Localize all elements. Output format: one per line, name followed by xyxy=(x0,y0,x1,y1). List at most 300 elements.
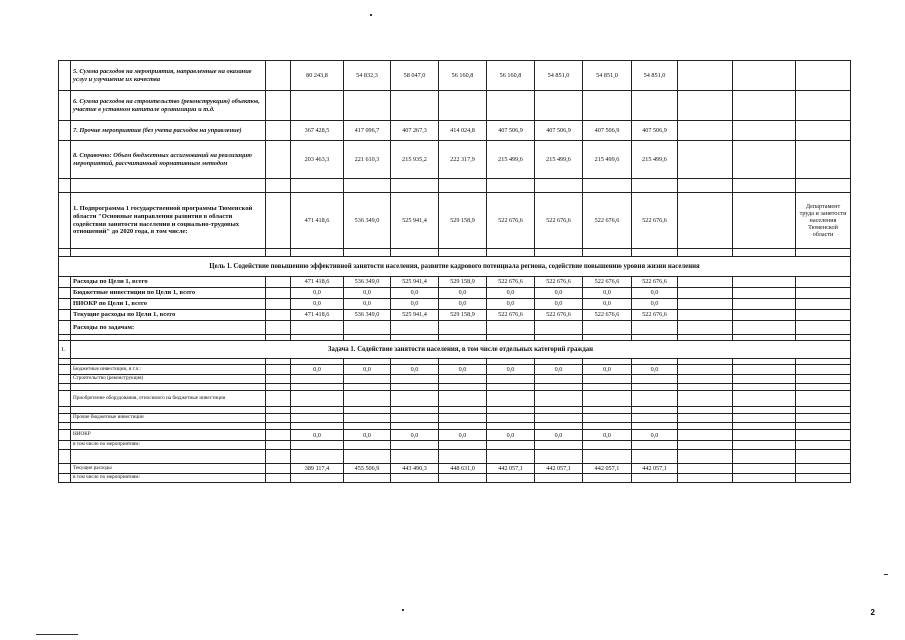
empty-cell xyxy=(583,249,632,257)
value-cell: 58 047,0 xyxy=(391,61,439,91)
value-cell xyxy=(487,391,535,407)
empty-cell xyxy=(266,391,291,407)
table-row xyxy=(59,321,851,335)
empty-cell xyxy=(678,61,733,91)
value-cell: 529 158,9 xyxy=(439,310,487,321)
empty-cell xyxy=(535,179,583,193)
value-cell: 442 057,1 xyxy=(487,464,535,474)
value-cell: 455 506,9 xyxy=(344,464,391,474)
empty-cell xyxy=(796,299,851,310)
value-cell xyxy=(291,375,344,384)
row-label: в том числе по мероприятиям: xyxy=(71,441,266,450)
empty-cell xyxy=(266,414,291,423)
table-body xyxy=(59,61,851,483)
value-cell: 0,0 xyxy=(439,299,487,310)
value-cell xyxy=(291,321,344,335)
empty-cell xyxy=(733,141,796,179)
empty-cell xyxy=(678,288,733,299)
value-cell: 389 117,4 xyxy=(291,464,344,474)
value-cell: 522 676,6 xyxy=(487,310,535,321)
empty-cell xyxy=(796,391,851,407)
empty-cell xyxy=(487,249,535,257)
empty-cell xyxy=(733,299,796,310)
empty-cell xyxy=(439,249,487,257)
empty-cell xyxy=(439,407,487,414)
value-cell xyxy=(583,391,632,407)
value-cell: 215 499,6 xyxy=(487,141,535,179)
empty-cell xyxy=(391,384,439,391)
value-cell: 522 676,6 xyxy=(583,310,632,321)
empty-cell xyxy=(796,61,851,91)
table-row xyxy=(59,121,851,141)
empty-cell xyxy=(796,121,851,141)
value-cell xyxy=(391,474,439,483)
empty-cell xyxy=(344,407,391,414)
empty-cell xyxy=(733,423,796,430)
value-cell: 525 941,4 xyxy=(391,193,439,249)
value-cell: 0,0 xyxy=(439,288,487,299)
empty-cell xyxy=(344,423,391,430)
row-label: Бюджетные инвестиции, в т.ч.: xyxy=(71,365,266,375)
empty-cell xyxy=(535,450,583,464)
table-row xyxy=(59,375,851,384)
empty-cell xyxy=(678,407,733,414)
value-cell xyxy=(344,375,391,384)
table-row xyxy=(59,365,851,375)
value-cell: 443 490,3 xyxy=(391,464,439,474)
value-cell: 0,0 xyxy=(583,299,632,310)
row-label: НИОКР по Цели 1, всего xyxy=(71,299,266,310)
table-row xyxy=(59,277,851,288)
value-cell xyxy=(439,91,487,121)
value-cell: 407 267,3 xyxy=(391,121,439,141)
scan-line xyxy=(36,634,78,635)
value-cell: 203 463,3 xyxy=(291,141,344,179)
empty-cell xyxy=(535,249,583,257)
row-label: НИОКР xyxy=(71,430,266,441)
table-row xyxy=(59,288,851,299)
row-number-cell xyxy=(59,474,71,483)
empty-cell xyxy=(266,179,291,193)
value-cell xyxy=(487,414,535,423)
empty-cell xyxy=(266,450,291,464)
row-number-cell xyxy=(59,193,71,249)
value-cell: 525 941,4 xyxy=(391,277,439,288)
value-cell xyxy=(535,414,583,423)
row-number-cell xyxy=(59,414,71,423)
value-cell xyxy=(487,91,535,121)
scan-speck xyxy=(884,574,888,575)
value-cell xyxy=(344,391,391,407)
section-title: Цель 1. Содействие повышению эффективной занятости населения, развитие кадрового потенциала региона, содействие повышению уровня жизни населения xyxy=(59,257,851,277)
value-cell: 522 676,6 xyxy=(583,277,632,288)
value-cell xyxy=(535,391,583,407)
row-number-cell xyxy=(59,321,71,335)
value-cell xyxy=(391,391,439,407)
value-cell xyxy=(632,321,678,335)
row-number-cell xyxy=(59,375,71,384)
value-cell: 0,0 xyxy=(391,365,439,375)
empty-cell xyxy=(796,321,851,335)
empty-cell xyxy=(391,407,439,414)
value-cell xyxy=(291,414,344,423)
empty-cell xyxy=(291,179,344,193)
value-cell xyxy=(344,414,391,423)
table-row xyxy=(59,414,851,423)
value-cell: 0,0 xyxy=(487,430,535,441)
section-title: Задача 1. Содействие занятости населения, в том числе отдельных категорий граждан xyxy=(71,341,851,359)
value-cell: 407 506,9 xyxy=(632,121,678,141)
value-cell: 522 676,6 xyxy=(535,277,583,288)
empty-cell xyxy=(796,474,851,483)
empty-cell xyxy=(632,423,678,430)
value-cell xyxy=(487,474,535,483)
value-cell xyxy=(583,474,632,483)
value-cell: 0,0 xyxy=(439,365,487,375)
empty-cell xyxy=(678,464,733,474)
value-cell: 0,0 xyxy=(391,288,439,299)
empty-cell xyxy=(733,365,796,375)
value-cell xyxy=(535,441,583,450)
value-cell: 0,0 xyxy=(583,365,632,375)
empty-cell xyxy=(678,321,733,335)
table-row xyxy=(59,299,851,310)
value-cell: 0,0 xyxy=(583,430,632,441)
empty-cell xyxy=(733,414,796,423)
empty-cell xyxy=(678,193,733,249)
empty-cell xyxy=(733,193,796,249)
empty-cell xyxy=(439,450,487,464)
empty-cell xyxy=(796,277,851,288)
empty-cell xyxy=(439,179,487,193)
row-number-cell xyxy=(59,430,71,441)
row-label: 6. Сумма расходов на строительство (реконструкцию) объектов, участие в уставном капитале организации и т.д. xyxy=(71,91,266,121)
empty-cell xyxy=(71,407,266,414)
empty-cell xyxy=(632,249,678,257)
row-number-cell xyxy=(59,299,71,310)
empty-cell xyxy=(796,450,851,464)
value-cell xyxy=(535,474,583,483)
empty-cell xyxy=(266,91,291,121)
empty-cell xyxy=(266,310,291,321)
empty-cell xyxy=(391,179,439,193)
value-cell: 522 676,6 xyxy=(632,277,678,288)
value-cell xyxy=(632,391,678,407)
value-cell xyxy=(391,441,439,450)
empty-cell xyxy=(439,384,487,391)
value-cell: 0,0 xyxy=(291,365,344,375)
value-cell: 529 158,9 xyxy=(439,193,487,249)
empty-cell xyxy=(632,384,678,391)
empty-cell xyxy=(535,423,583,430)
value-cell: 522 676,6 xyxy=(535,310,583,321)
value-cell: 471 418,6 xyxy=(291,310,344,321)
empty-cell xyxy=(796,407,851,414)
spacer-row xyxy=(59,384,851,391)
empty-cell xyxy=(632,407,678,414)
empty-cell xyxy=(71,423,266,430)
empty-cell xyxy=(678,121,733,141)
empty-cell xyxy=(796,414,851,423)
section-title-row xyxy=(59,257,851,277)
value-cell: 471 418,6 xyxy=(291,277,344,288)
value-cell xyxy=(583,91,632,121)
empty-cell xyxy=(291,407,344,414)
value-cell: 221 610,3 xyxy=(344,141,391,179)
empty-cell xyxy=(266,464,291,474)
empty-cell xyxy=(266,61,291,91)
row-number-cell xyxy=(59,91,71,121)
empty-cell xyxy=(266,121,291,141)
value-cell xyxy=(344,441,391,450)
empty-cell xyxy=(678,91,733,121)
value-cell: 407 506,9 xyxy=(583,121,632,141)
empty-cell xyxy=(678,141,733,179)
value-cell xyxy=(535,375,583,384)
empty-cell xyxy=(487,423,535,430)
empty-cell xyxy=(678,365,733,375)
empty-cell xyxy=(796,464,851,474)
empty-cell xyxy=(733,277,796,288)
value-cell: 80 243,8 xyxy=(291,61,344,91)
empty-cell xyxy=(678,474,733,483)
value-cell xyxy=(439,441,487,450)
empty-cell xyxy=(291,384,344,391)
value-cell: 522 676,6 xyxy=(583,193,632,249)
row-label: 7. Прочие мероприятия (без учета расходов на управление) xyxy=(71,121,266,141)
value-cell: 0,0 xyxy=(632,299,678,310)
empty-cell xyxy=(733,321,796,335)
value-cell: 0,0 xyxy=(344,365,391,375)
empty-cell xyxy=(59,423,71,430)
value-cell: 0,0 xyxy=(291,430,344,441)
empty-cell xyxy=(678,414,733,423)
table-row xyxy=(59,91,851,121)
table-row xyxy=(59,391,851,407)
spacer-row xyxy=(59,450,851,464)
empty-cell xyxy=(678,430,733,441)
empty-cell xyxy=(733,310,796,321)
row-label: Текущие расходы по Цели 1, всего xyxy=(71,310,266,321)
value-cell xyxy=(344,91,391,121)
empty-cell xyxy=(678,249,733,257)
empty-cell xyxy=(391,423,439,430)
value-cell: 0,0 xyxy=(632,430,678,441)
empty-cell xyxy=(796,384,851,391)
empty-cell xyxy=(796,91,851,121)
value-cell: 414 024,8 xyxy=(439,121,487,141)
empty-cell xyxy=(632,450,678,464)
value-cell: 536 349,0 xyxy=(344,193,391,249)
value-cell xyxy=(291,91,344,121)
value-cell xyxy=(535,321,583,335)
empty-cell xyxy=(678,384,733,391)
value-cell xyxy=(632,474,678,483)
empty-cell xyxy=(678,310,733,321)
table-row xyxy=(59,141,851,179)
row-number-cell xyxy=(59,464,71,474)
empty-cell xyxy=(391,450,439,464)
value-cell xyxy=(583,414,632,423)
empty-cell xyxy=(733,464,796,474)
value-cell: 417 096,7 xyxy=(344,121,391,141)
row-label: Бюджетные инвестиции по Цели 1, всего xyxy=(71,288,266,299)
row-number-cell xyxy=(59,121,71,141)
value-cell: 0,0 xyxy=(391,299,439,310)
empty-cell xyxy=(344,450,391,464)
empty-cell xyxy=(487,407,535,414)
value-cell xyxy=(391,375,439,384)
empty-cell xyxy=(344,179,391,193)
empty-cell xyxy=(796,310,851,321)
value-cell: 0,0 xyxy=(535,288,583,299)
value-cell xyxy=(344,321,391,335)
value-cell: 522 676,6 xyxy=(535,193,583,249)
value-cell: 442 057,1 xyxy=(632,464,678,474)
value-cell: 54 851,0 xyxy=(632,61,678,91)
spacer-row xyxy=(59,423,851,430)
empty-cell xyxy=(796,375,851,384)
value-cell: 522 676,6 xyxy=(487,193,535,249)
empty-cell xyxy=(583,179,632,193)
empty-cell xyxy=(391,249,439,257)
spacer-row xyxy=(59,249,851,257)
empty-cell xyxy=(535,384,583,391)
empty-cell xyxy=(59,384,71,391)
value-cell xyxy=(439,321,487,335)
value-cell xyxy=(291,474,344,483)
table-row xyxy=(59,193,851,249)
row-label: 1. Подпрограмма 1 государственной программы Тюменской области "Основные направления развития в области содействия занятости населения и социально-трудовых отношений" до 2020 года, в том числе: xyxy=(71,193,266,249)
row-label: Прочие бюджетные инвестиции xyxy=(71,414,266,423)
value-cell: 215 499,6 xyxy=(632,141,678,179)
empty-cell xyxy=(733,391,796,407)
row-label: 8. Справочно: Объем бюджетных ассигнований на реализацию мероприятий, рассчитанный нормативным методом xyxy=(71,141,266,179)
row-number-cell xyxy=(59,61,71,91)
empty-cell xyxy=(733,179,796,193)
row-label: Приобретение оборудования, относимого на бюджетные инвестиции xyxy=(71,391,266,407)
scan-speck xyxy=(370,14,372,16)
empty-cell xyxy=(487,179,535,193)
value-cell xyxy=(487,321,535,335)
empty-cell xyxy=(632,179,678,193)
value-cell xyxy=(439,474,487,483)
empty-cell xyxy=(266,423,291,430)
value-cell: 0,0 xyxy=(291,299,344,310)
empty-cell xyxy=(59,407,71,414)
empty-cell xyxy=(487,450,535,464)
empty-cell xyxy=(71,179,266,193)
value-cell: 407 506,9 xyxy=(487,121,535,141)
row-number-cell xyxy=(59,288,71,299)
empty-cell xyxy=(266,430,291,441)
spacer-row xyxy=(59,407,851,414)
empty-cell xyxy=(678,391,733,407)
empty-cell xyxy=(678,450,733,464)
empty-cell xyxy=(796,288,851,299)
value-cell xyxy=(583,321,632,335)
table-row xyxy=(59,464,851,474)
empty-cell xyxy=(291,423,344,430)
page-number: 2 xyxy=(870,608,875,617)
value-cell: 0,0 xyxy=(632,365,678,375)
empty-cell xyxy=(266,474,291,483)
value-cell: 0,0 xyxy=(487,299,535,310)
empty-cell xyxy=(266,249,291,257)
empty-cell xyxy=(733,474,796,483)
empty-cell xyxy=(535,407,583,414)
empty-cell xyxy=(266,384,291,391)
value-cell: 442 057,1 xyxy=(583,464,632,474)
empty-cell xyxy=(678,299,733,310)
value-cell xyxy=(632,375,678,384)
empty-cell xyxy=(266,277,291,288)
value-cell xyxy=(391,321,439,335)
value-cell: 56 160,8 xyxy=(439,61,487,91)
empty-cell xyxy=(344,384,391,391)
empty-cell xyxy=(487,384,535,391)
empty-cell xyxy=(678,375,733,384)
value-cell: 215 499,6 xyxy=(535,141,583,179)
empty-cell xyxy=(71,384,266,391)
empty-cell xyxy=(733,288,796,299)
value-cell: 0,0 xyxy=(535,299,583,310)
empty-cell xyxy=(266,299,291,310)
value-cell: 56 160,8 xyxy=(487,61,535,91)
empty-cell xyxy=(266,141,291,179)
value-cell: 0,0 xyxy=(583,288,632,299)
empty-cell xyxy=(796,430,851,441)
value-cell xyxy=(439,391,487,407)
value-cell: 54 851,0 xyxy=(583,61,632,91)
value-cell xyxy=(535,91,583,121)
empty-cell xyxy=(71,450,266,464)
empty-cell xyxy=(678,277,733,288)
value-cell: 54 832,3 xyxy=(344,61,391,91)
empty-cell xyxy=(266,193,291,249)
value-cell: 0,0 xyxy=(487,288,535,299)
value-cell xyxy=(583,441,632,450)
section-title-row xyxy=(59,341,851,359)
responsible-department: Департамент труда и занятости населения Тюменской области xyxy=(796,193,851,249)
row-number-cell xyxy=(59,441,71,450)
empty-cell xyxy=(291,249,344,257)
table-row xyxy=(59,474,851,483)
empty-cell xyxy=(733,91,796,121)
value-cell: 0,0 xyxy=(344,299,391,310)
value-cell: 536 349,0 xyxy=(344,277,391,288)
empty-cell xyxy=(266,321,291,335)
value-cell: 522 676,6 xyxy=(632,193,678,249)
value-cell: 529 158,9 xyxy=(439,277,487,288)
value-cell: 471 418,6 xyxy=(291,193,344,249)
row-label: Расходы по Цели 1, всего xyxy=(71,277,266,288)
empty-cell xyxy=(796,141,851,179)
value-cell: 0,0 xyxy=(487,365,535,375)
budget-table xyxy=(58,60,851,483)
empty-cell xyxy=(439,423,487,430)
empty-cell xyxy=(733,430,796,441)
value-cell: 222 317,9 xyxy=(439,141,487,179)
empty-cell xyxy=(678,179,733,193)
value-cell xyxy=(439,414,487,423)
empty-cell xyxy=(583,423,632,430)
empty-cell xyxy=(291,450,344,464)
empty-cell xyxy=(733,384,796,391)
value-cell xyxy=(344,474,391,483)
empty-cell xyxy=(733,249,796,257)
empty-cell xyxy=(733,375,796,384)
